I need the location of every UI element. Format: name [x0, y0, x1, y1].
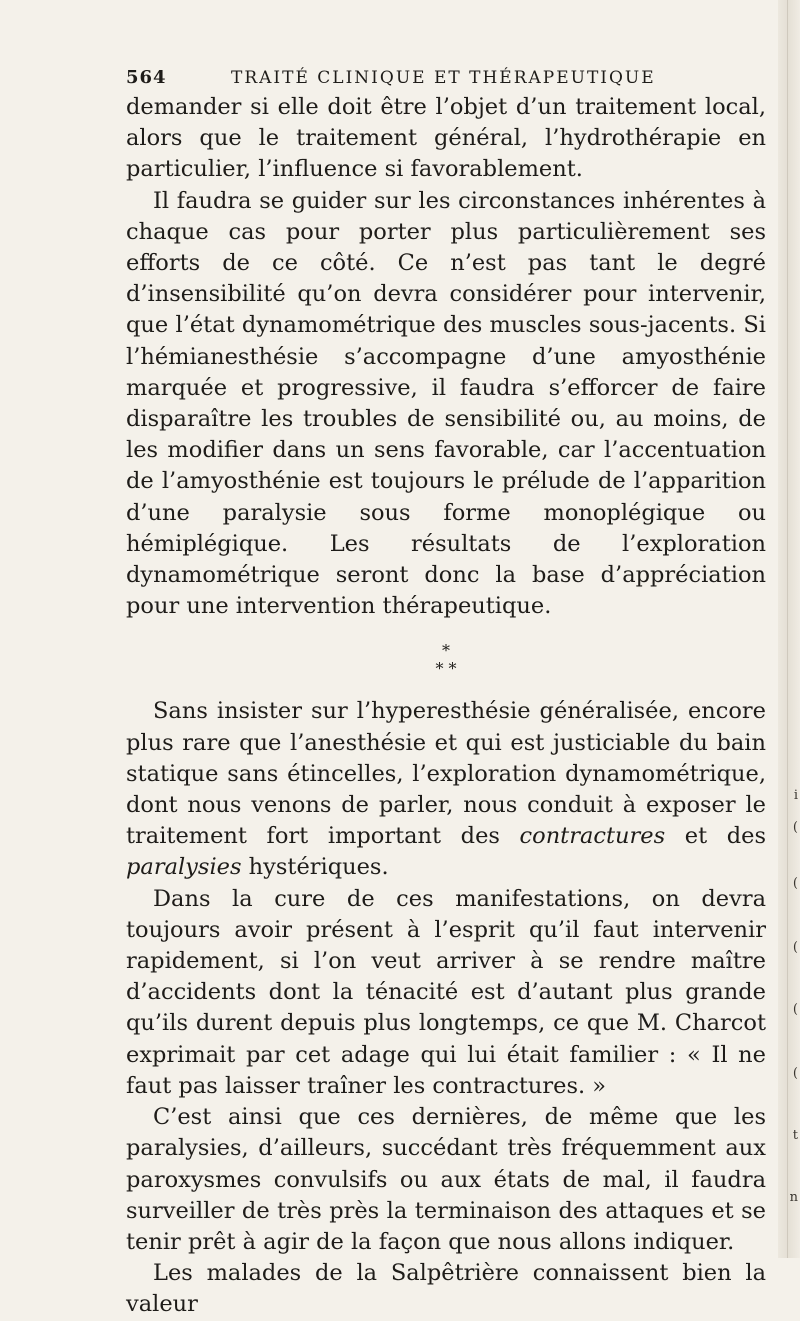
bleed-glyph: i — [793, 788, 798, 803]
paragraph: C’est ainsi que ces dernières, de même que les paralysies, d’ailleurs, succédant très fréquemment aux paroxysmes convulsifs ou aux états de mal, il faudra surveiller de très près la terminaison des attaques et se tenir prêt à agir de la façon que nous allons indiquer. — [126, 1104, 766, 1255]
paragraph-continued: demander si elle doit être l’objet d’un traitement local, alors que le traitement général, l’hydrothérapie en particulier, l’influence si favorablement. — [126, 94, 766, 183]
running-header — [126, 66, 766, 90]
body-text — [126, 92, 766, 1321]
bleed-glyph: ( — [792, 940, 798, 955]
italic-term: contractures — [519, 823, 666, 850]
facing-page-bleed — [786, 0, 800, 1258]
text-run: hystériques. — [241, 854, 389, 881]
paragraph — [126, 696, 766, 883]
text-run: Sans insister sur l’hyperesthésie généralisée, encore plus rare que l’anesthésie et qui est justiciable du bain statique sans étincelles, l’exploration dynamométrique, dont nous venons de parler, nous conduit à exposer le traitement fort important des — [126, 698, 766, 850]
bleed-glyph: ( — [792, 820, 798, 835]
running-title: TRAITÉ CLINIQUE ET THÉRAPEUTIQUE — [231, 68, 656, 88]
bleed-glyph: ( — [792, 876, 798, 891]
asterism-top: * — [442, 641, 450, 661]
paragraph: Il faudra se guider sur les circonstances inhérentes à chaque cas pour porter plus particulièrement ses efforts de ce côté. Ce n’est pas tant le degré d’insensibilité qu’on devra considérer pour intervenir, que l’état dynamométrique des muscles sous-jacents. Si l’hémianesthésie s’accompagne d’une amyosthénie marquée et progressive, il faudra s’efforcer de faire disparaître les troubles de sensibilité ou, au moins, de les modifier dans un sens favorable, car l’accentuation de l’amyosthénie est toujours le prélude de l’apparition d’une paralysie sous forme monoplégique ou hémiplégique. Les résultats de l’exploration dynamométrique seront donc la base d’appréciation pour une intervention thérapeutique. — [126, 187, 766, 620]
paragraph: Dans la cure de ces manifestations, on devra toujours avoir présent à l’esprit qu’il faut intervenir rapidement, si l’on veut arriver à se rendre maître d’accidents dont la ténacité est d’autant plus grande qu’ils durent depuis plus longtemps, ce que M. Charcot exprimait par cet adage qui lui était familier : « Il ne faut pas laisser traîner les contractures. » — [126, 885, 766, 1099]
asterism-separator — [126, 642, 766, 678]
bleed-glyph: n — [789, 1190, 798, 1205]
text-run: et des — [665, 823, 766, 850]
italic-term: paralysies — [126, 854, 242, 881]
page-number: 564 — [126, 67, 167, 88]
asterism-bottom: * * — [435, 659, 457, 679]
bleed-glyph: t — [792, 1128, 798, 1143]
paragraph: Les malades de la Salpêtrière connaissent bien la valeur — [126, 1260, 766, 1318]
bleed-glyph: ( — [792, 1002, 798, 1017]
bleed-glyph: ( — [792, 1066, 798, 1081]
